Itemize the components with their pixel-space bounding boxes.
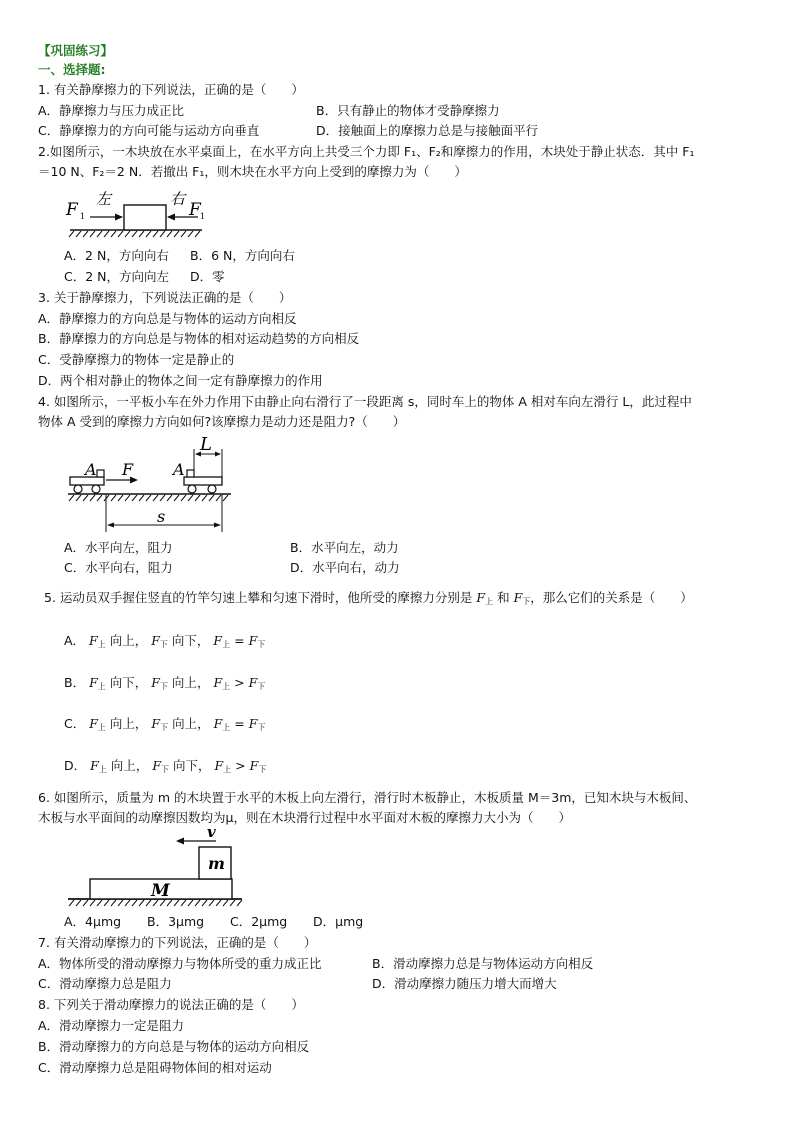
f-symbol: F — [213, 675, 223, 690]
q2-option-a: A．2 N，方向向右 — [64, 248, 169, 263]
f-symbol: F — [248, 675, 258, 690]
sub-up: 上 — [97, 723, 106, 732]
q5-sub-down: 下 — [522, 597, 531, 606]
separator: ， — [198, 758, 211, 773]
q6-label-board: M — [151, 881, 170, 901]
q4-label-l: L — [200, 434, 212, 455]
f-symbol: F — [90, 758, 99, 773]
q5-option-c — [64, 715, 265, 737]
q4-cart2 — [184, 477, 222, 485]
separator: ， — [134, 716, 148, 731]
q4-label-f: F — [122, 460, 134, 479]
q5-option-d — [64, 757, 266, 779]
q5-f-symbol: F — [476, 590, 486, 605]
q8-option-a: A．滑动摩擦力一定是阻力 — [38, 1018, 185, 1033]
q4-cart1-wheel-right — [92, 485, 100, 493]
q2-f2-sub: 1 — [200, 212, 206, 221]
f-symbol: F — [249, 758, 259, 773]
relation: = — [234, 716, 245, 731]
q4-option-a: A．水平向左，阻力 — [64, 540, 173, 555]
q3-option-d: D．两个相对静止的物体之间一定有静摩擦力的作用 — [38, 373, 323, 388]
direction: 向下 — [109, 675, 135, 690]
q2-stem-line2: ＝10 N、F₂＝2 N．若撤出 F₁，则木块在水平方向上受到的摩擦力为（ ） — [38, 164, 467, 179]
sub-up: 上 — [98, 765, 107, 774]
q5-option-b — [64, 674, 265, 696]
f-symbol: F — [89, 633, 98, 648]
option-label: C． — [64, 716, 86, 731]
f-symbol: F — [151, 675, 160, 690]
q7-stem: 7. 有关滑动摩擦力的下列说法，正确的是（ ） — [38, 935, 317, 950]
q8-option-b: B．滑动摩擦力的方向总是与物体的运动方向相反 — [38, 1039, 310, 1054]
q5-option-a — [64, 632, 265, 654]
separator: ， — [196, 675, 210, 690]
f-symbol: F — [151, 716, 161, 731]
q2-f2-arrowhead — [167, 214, 175, 221]
q6-figure — [66, 826, 246, 912]
relation: > — [235, 758, 246, 773]
f-symbol: F — [89, 716, 98, 731]
f-symbol: F — [151, 633, 160, 648]
option-label: B． — [64, 675, 86, 690]
separator: ， — [134, 675, 148, 690]
q6-label-v: v — [207, 826, 216, 841]
q6-v-arrowhead — [176, 838, 184, 845]
q2-option-d: D．零 — [190, 269, 225, 284]
q2-right-label: 右 — [170, 190, 186, 208]
q5-sub-up: 上 — [485, 597, 494, 606]
q2-option-b: B．6 N，方向向右 — [190, 248, 295, 263]
q2-f2-label: F — [189, 200, 201, 220]
q2-figure — [62, 190, 212, 245]
q3-option-a: A．静摩擦力的方向总是与物体的运动方向相反 — [38, 311, 297, 326]
q4-label-s: s — [157, 507, 166, 526]
sub-down: 下 — [257, 723, 266, 732]
q8-stem: 8. 下列关于滑动摩擦力的说法正确的是（ ） — [38, 997, 304, 1012]
q1-option-a: A．静摩擦力与压力成正比 — [38, 103, 185, 118]
sub-down: 下 — [257, 682, 266, 691]
q5-stem-post: ，那么它们的关系是（ ） — [530, 590, 693, 605]
q2-left-label: 左 — [96, 190, 112, 208]
f-symbol: F — [248, 633, 258, 648]
part-title: 一、选择题: — [38, 62, 106, 77]
separator: ， — [135, 758, 149, 773]
q7-option-d: D．滑动摩擦力随压力增大而增大 — [372, 976, 557, 991]
q3-option-b: B．静摩擦力的方向总是与物体的相对运动趋势的方向相反 — [38, 331, 360, 346]
q4-stem-line1: 4. 如图所示，一平板小车在外力作用下由静止向右滑行了一段距离 s，同时车上的物体 A 相对车向左滑行 L，此过程中 — [38, 394, 692, 409]
q5-stem-mid: 和 — [497, 590, 510, 605]
direction: 向上 — [109, 633, 135, 648]
direction: 向上 — [110, 758, 136, 773]
q6-stem-line1: 6. 如图所示，质量为 m 的木块置于水平的木板上向左滑行，滑行时木板静止，木板质量 M＝3m，已知木块与木板间、 — [38, 790, 697, 805]
q4-cart2-wheel-left — [188, 485, 196, 493]
separator: ， — [134, 633, 148, 648]
option-label: A． — [64, 633, 86, 648]
sub-up: 上 — [223, 765, 232, 774]
q1-stem: 1. 有关静摩擦力的下列说法，正确的是（ ） — [38, 82, 304, 97]
relation: = — [234, 633, 245, 648]
sub-down: 下 — [257, 640, 266, 649]
f-symbol: F — [248, 716, 258, 731]
f-symbol: F — [89, 675, 98, 690]
sub-up: 上 — [97, 682, 106, 691]
sub-down: 下 — [160, 723, 169, 732]
q4-option-d: D．水平向右，动力 — [290, 560, 400, 575]
sub-down: 下 — [159, 640, 168, 649]
sub-down: 下 — [161, 765, 169, 774]
q6-option-a: A．4μmg — [64, 914, 122, 929]
f-symbol: F — [152, 758, 161, 773]
q4-cart2-wheel-right — [208, 485, 216, 493]
q7-option-b: B．滑动摩擦力总是与物体运动方向相反 — [372, 956, 594, 971]
separator: ， — [197, 716, 210, 731]
q4-cart1-wheel-left — [74, 485, 82, 493]
direction: 向上 — [172, 716, 198, 731]
f-symbol: F — [213, 633, 223, 648]
q4-label-a2: A — [173, 460, 185, 479]
q6-label-block: m — [208, 854, 225, 873]
q7-option-a: A．物体所受的滑动摩擦力与物体所受的重力成正比 — [38, 956, 322, 971]
q1-option-b: B．只有静止的物体才受静摩擦力 — [316, 103, 500, 118]
q4-block-a2 — [187, 470, 194, 477]
q7-option-c: C．滑动摩擦力总是阻力 — [38, 976, 172, 991]
q6-stem-line2: 木板与水平面间的动摩擦因数均为μ，则在木块滑行过程中水平面对木板的摩擦力大小为（ ） — [38, 810, 571, 825]
direction: 向下 — [172, 758, 198, 773]
f-symbol: F — [213, 716, 223, 731]
sub-up: 上 — [222, 640, 231, 649]
option-label: D． — [64, 758, 87, 773]
q6-option-b: B．3μmg — [147, 914, 205, 929]
sub-down: 下 — [258, 765, 267, 774]
sub-down: 下 — [159, 682, 168, 691]
relation: > — [234, 675, 245, 690]
q4-ground-hatch — [69, 495, 228, 501]
q6-option-c: C．2μmg — [230, 914, 288, 929]
q4-option-b: B．水平向左，动力 — [290, 540, 399, 555]
q6-option-d: D．μmg — [313, 914, 364, 929]
q8-option-c: C．滑动摩擦力总是阻碍物体间的相对运动 — [38, 1060, 272, 1075]
q3-stem: 3. 关于静摩擦力，下列说法正确的是（ ） — [38, 290, 292, 305]
q3-option-c: C．受静摩擦力的物体一定是静止的 — [38, 352, 235, 367]
direction: 向上 — [109, 716, 135, 731]
q5-f-symbol: F — [513, 590, 523, 605]
q1-option-d: D．接触面上的摩擦力总是与接触面平行 — [316, 123, 539, 138]
q4-block-a1 — [97, 470, 104, 477]
separator: ， — [196, 633, 210, 648]
direction: 向下 — [171, 633, 197, 648]
q1-option-c: C．静摩擦力的方向可能与运动方向垂直 — [38, 123, 260, 138]
q2-f1-arrowhead — [115, 214, 123, 221]
sub-up: 上 — [222, 682, 231, 691]
q2-option-c: C．2 N，方向向左 — [64, 269, 170, 284]
f-symbol: F — [214, 758, 224, 773]
q4-stem-line2: 物体 A 受到的摩擦力方向如何?该摩擦力是动力还是阻力?（ ） — [38, 414, 406, 429]
q2-stem-line1: 2.如图所示，一木块放在水平桌面上，在水平方向上共受三个力即 F₁、F₂和摩擦力的作用，木块处于静止状态．其中 F₁ — [38, 144, 695, 159]
sub-up: 上 — [97, 640, 106, 649]
q2-f1-label: F — [66, 200, 78, 220]
q4-label-a1: A — [85, 460, 97, 479]
q2-block — [124, 205, 166, 230]
q5-stem-pre: 5. 运动员双手握住竖直的竹竿匀速上攀和匀速下滑时，他所受的摩擦力分别是 — [44, 590, 473, 605]
q2-ground-hatch — [69, 231, 200, 237]
sub-up: 上 — [222, 723, 231, 732]
q2-f1-sub: 1 — [80, 212, 86, 221]
q4-option-c: C．水平向右，阻力 — [64, 560, 173, 575]
q4-figure — [66, 430, 236, 540]
direction: 向上 — [171, 675, 197, 690]
section-title: 【巩固练习】 — [38, 43, 114, 58]
q5-stem — [44, 589, 693, 611]
